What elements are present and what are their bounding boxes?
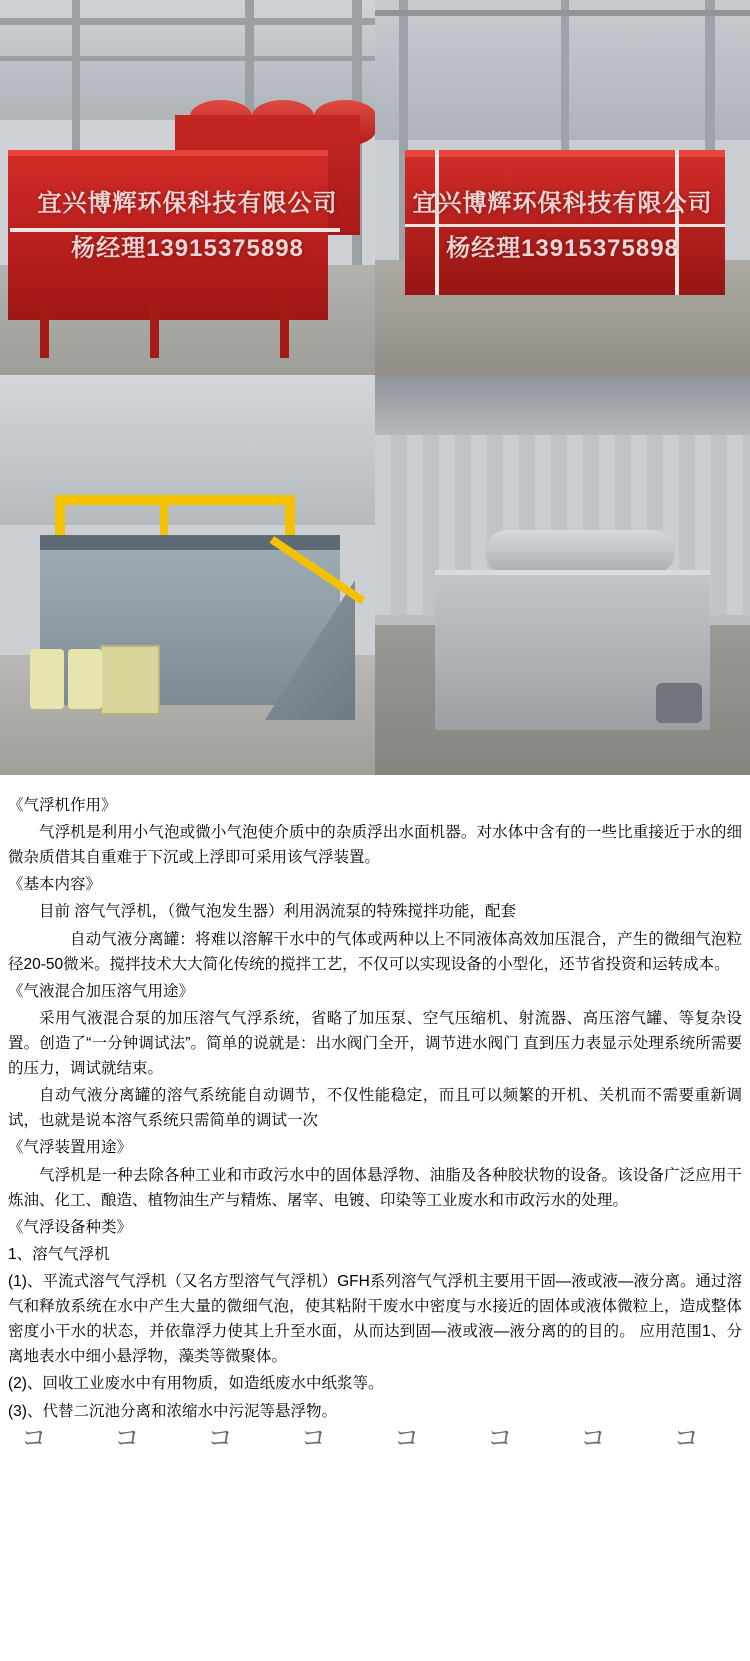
- control-cabinet: [100, 645, 160, 715]
- section-paragraph: (1)、平流式溶气气浮机（又名方型溶气气浮机）GFH系列溶气气浮机主要用干固—液或液—液分离。通过溶气和释放系统在水中产生大量的微细气泡，使其粘附干废水中密度与水接近的固体或液体微粒上，造成整体密度小干水的状态，并依靠浮力使其上升至水面，从而达到固—液或液—液分离的的目的。 应用范围1、分离地表水中细小悬浮物，藻类等微聚体。: [8, 1272, 742, 1366]
- watermark-contact: 杨经理13915375898: [71, 235, 304, 262]
- section-paragraph: 采用气液混合泵的加压溶气气浮系统，省略了加压泵、空气压缩机、射流器、高压溶气罐、等复杂设置。创造了“一分钟调试法”。简单的说就是：出水阀门全开，调节进水阀门 直到压力表显示处理系统所需要的压力，调试就结束。: [8, 1009, 742, 1078]
- bottom-strip-glyphs: コ コ コ コ コ コ コ コ: [20, 1425, 730, 1452]
- pipe: [675, 150, 679, 295]
- section-paragraph: (3)、代替二沉池分离和浓缩水中污泥等悬浮物。: [8, 1402, 337, 1420]
- dosing-tank: [30, 649, 64, 709]
- roof-beam: [375, 10, 750, 16]
- dosing-tank: [68, 649, 102, 709]
- section-paragraph: 1、溶气气浮机: [8, 1245, 110, 1263]
- pipe: [435, 150, 439, 295]
- red-tank-body: [8, 150, 328, 320]
- watermark-contact: 杨经理13915375898: [446, 235, 679, 262]
- section-paragraph: 气浮机是利用小气泡或微小气泡使介质中的杂质浮出水面机器。对水体中含有的一些比重接近于水的细微杂质借其自重难于下沉或上浮即可采用该气浮装置。: [8, 824, 742, 867]
- section-paragraph: 自动气液分离罐的溶气系统能自动调节，不仅性能稳定，而且可以频繁的开机、关机而不需要重新调试，也就是说本溶气系统只需简单的调试一次: [8, 1087, 742, 1130]
- photo-stainless-daf-outdoor: [375, 375, 750, 775]
- watermark-company: 宜兴博辉环保科技有限公司: [412, 190, 713, 217]
- watermark-company: 宜兴博辉环保科技有限公司: [37, 190, 338, 217]
- section-paragraph: 自动气液分离罐：将难以溶解干水中的气体或两种以上不同液体高效加压混合，产生的微细气泡粒径20-50微米。搅拌技术大大简化传统的搅拌工艺，不仅可以实现设备的小型化，还节省投资和运转成本。: [8, 930, 742, 973]
- product-photo-grid: [0, 0, 750, 775]
- column: [561, 0, 569, 170]
- section-heading: 《气浮装置用途》: [8, 1139, 133, 1157]
- photo-red-daf-tank-front: [0, 0, 375, 375]
- tank-leg: [40, 300, 49, 358]
- pump-motor: [656, 683, 702, 723]
- column: [72, 0, 80, 150]
- yellow-crane-beam: [55, 495, 295, 505]
- roof-beam: [0, 56, 375, 61]
- section-heading: 《气浮设备种类》: [8, 1218, 133, 1236]
- roof-beam: [0, 18, 375, 25]
- tank-leg: [150, 300, 159, 358]
- section-paragraph: 气浮机是一种去除各种工业和市政污水中的固体悬浮物、油脂及各种胶状物的设备。该设备广泛应用干炼油、化工、酿造、植物油生产与精炼、屠宰、电镀、印染等工业废水和市政污水的处理。: [8, 1166, 742, 1209]
- section-heading: 《气浮机作用》: [8, 797, 117, 814]
- section-paragraph: 目前 溶气气浮机，（微气泡发生器）利用涡流泵的特殊搅拌功能，配套: [39, 903, 517, 921]
- photo-grey-daf-with-yellow-railing: [0, 375, 375, 775]
- photo-red-daf-tank-side: [375, 0, 750, 375]
- section-paragraph: (2)、回收工业废水中有用物质，如造纸废水中纸浆等。: [8, 1375, 384, 1393]
- handrail: [405, 224, 725, 227]
- roof: [375, 375, 750, 435]
- tank-leg: [280, 300, 289, 358]
- dissolved-air-tank: [485, 530, 675, 574]
- product-description: [0, 775, 750, 1424]
- page-bottom-strip: [0, 1426, 750, 1452]
- section-heading: 《气液混合加压溶气用途》: [8, 982, 195, 1000]
- section-heading: 《基本内容》: [8, 876, 102, 894]
- white-handrail: [10, 228, 340, 232]
